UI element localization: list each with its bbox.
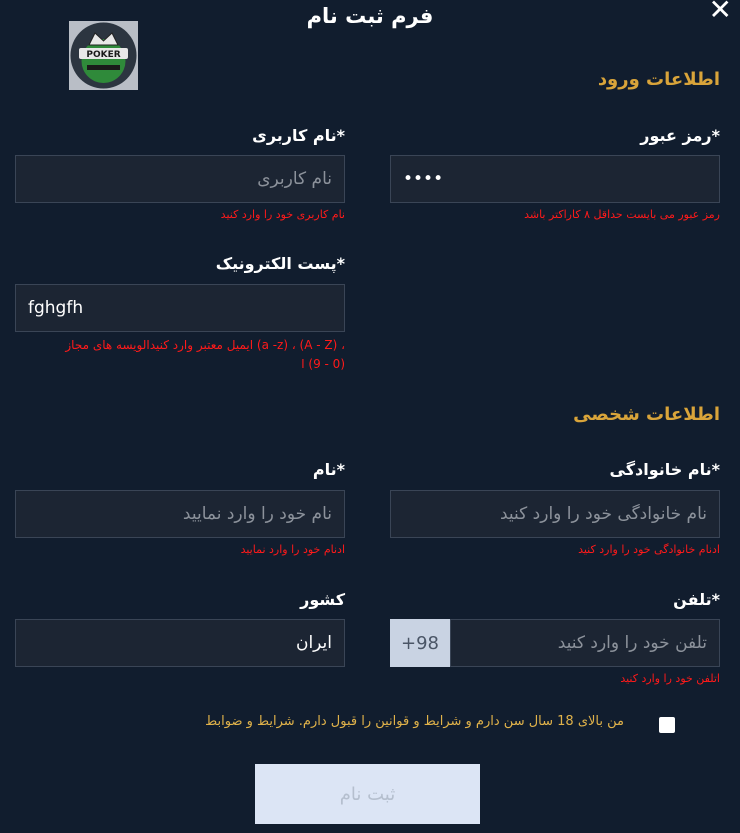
terms-checkbox[interactable] bbox=[659, 717, 675, 733]
username-error: نام کاربری خود را وارد کنید bbox=[220, 208, 345, 221]
form-title: فرم ثبت نام bbox=[306, 4, 434, 28]
last-name-field[interactable] bbox=[390, 490, 720, 538]
phone-label: *تلفن bbox=[673, 590, 720, 609]
terms-text[interactable]: من بالای 18 سال سن دارم و شرایط و قوانین را قبول دارم. شرایط و ضوابط bbox=[205, 714, 624, 729]
country-field[interactable] bbox=[15, 619, 345, 667]
email-field[interactable] bbox=[15, 284, 345, 332]
phone-prefix: +98 bbox=[390, 619, 450, 667]
personal-section-title: اطلاعات شخصی bbox=[573, 404, 720, 425]
password-error: رمز عبور می بایست حداقل ۸ کاراکتر باشد bbox=[524, 208, 720, 221]
email-error-continued: (0 - 9) ا bbox=[301, 357, 345, 371]
password-label: *رمز عبور bbox=[640, 126, 720, 145]
poker-logo bbox=[69, 21, 138, 90]
first-name-error: ادنام خود را وارد نمایید bbox=[240, 543, 345, 556]
email-label: *پست الکترونیک bbox=[215, 254, 345, 273]
last-name-label: *نام خانوادگی bbox=[609, 460, 720, 479]
last-name-error: ادنام خانوادگی خود را وارد کنید bbox=[578, 543, 720, 556]
first-name-label: *نام bbox=[312, 460, 345, 479]
svg-text:POKER: POKER bbox=[86, 50, 121, 60]
first-name-field[interactable] bbox=[15, 490, 345, 538]
email-error: ، (A - Z) ، (a -z) ایمیل معتبر وارد کنیدالویسه های مجاز bbox=[65, 338, 345, 352]
close-icon[interactable]: ✕ bbox=[708, 0, 732, 26]
login-section-title: اطلاعات ورود bbox=[597, 69, 720, 90]
submit-button[interactable]: ثبت نام bbox=[255, 764, 480, 824]
phone-error: اتلفن خود را وارد کنید bbox=[620, 672, 720, 685]
password-field[interactable] bbox=[390, 155, 720, 203]
username-label: *نام کاربری bbox=[252, 126, 345, 145]
username-field[interactable] bbox=[15, 155, 345, 203]
phone-field[interactable] bbox=[450, 619, 720, 667]
country-label: کشور bbox=[300, 590, 345, 609]
